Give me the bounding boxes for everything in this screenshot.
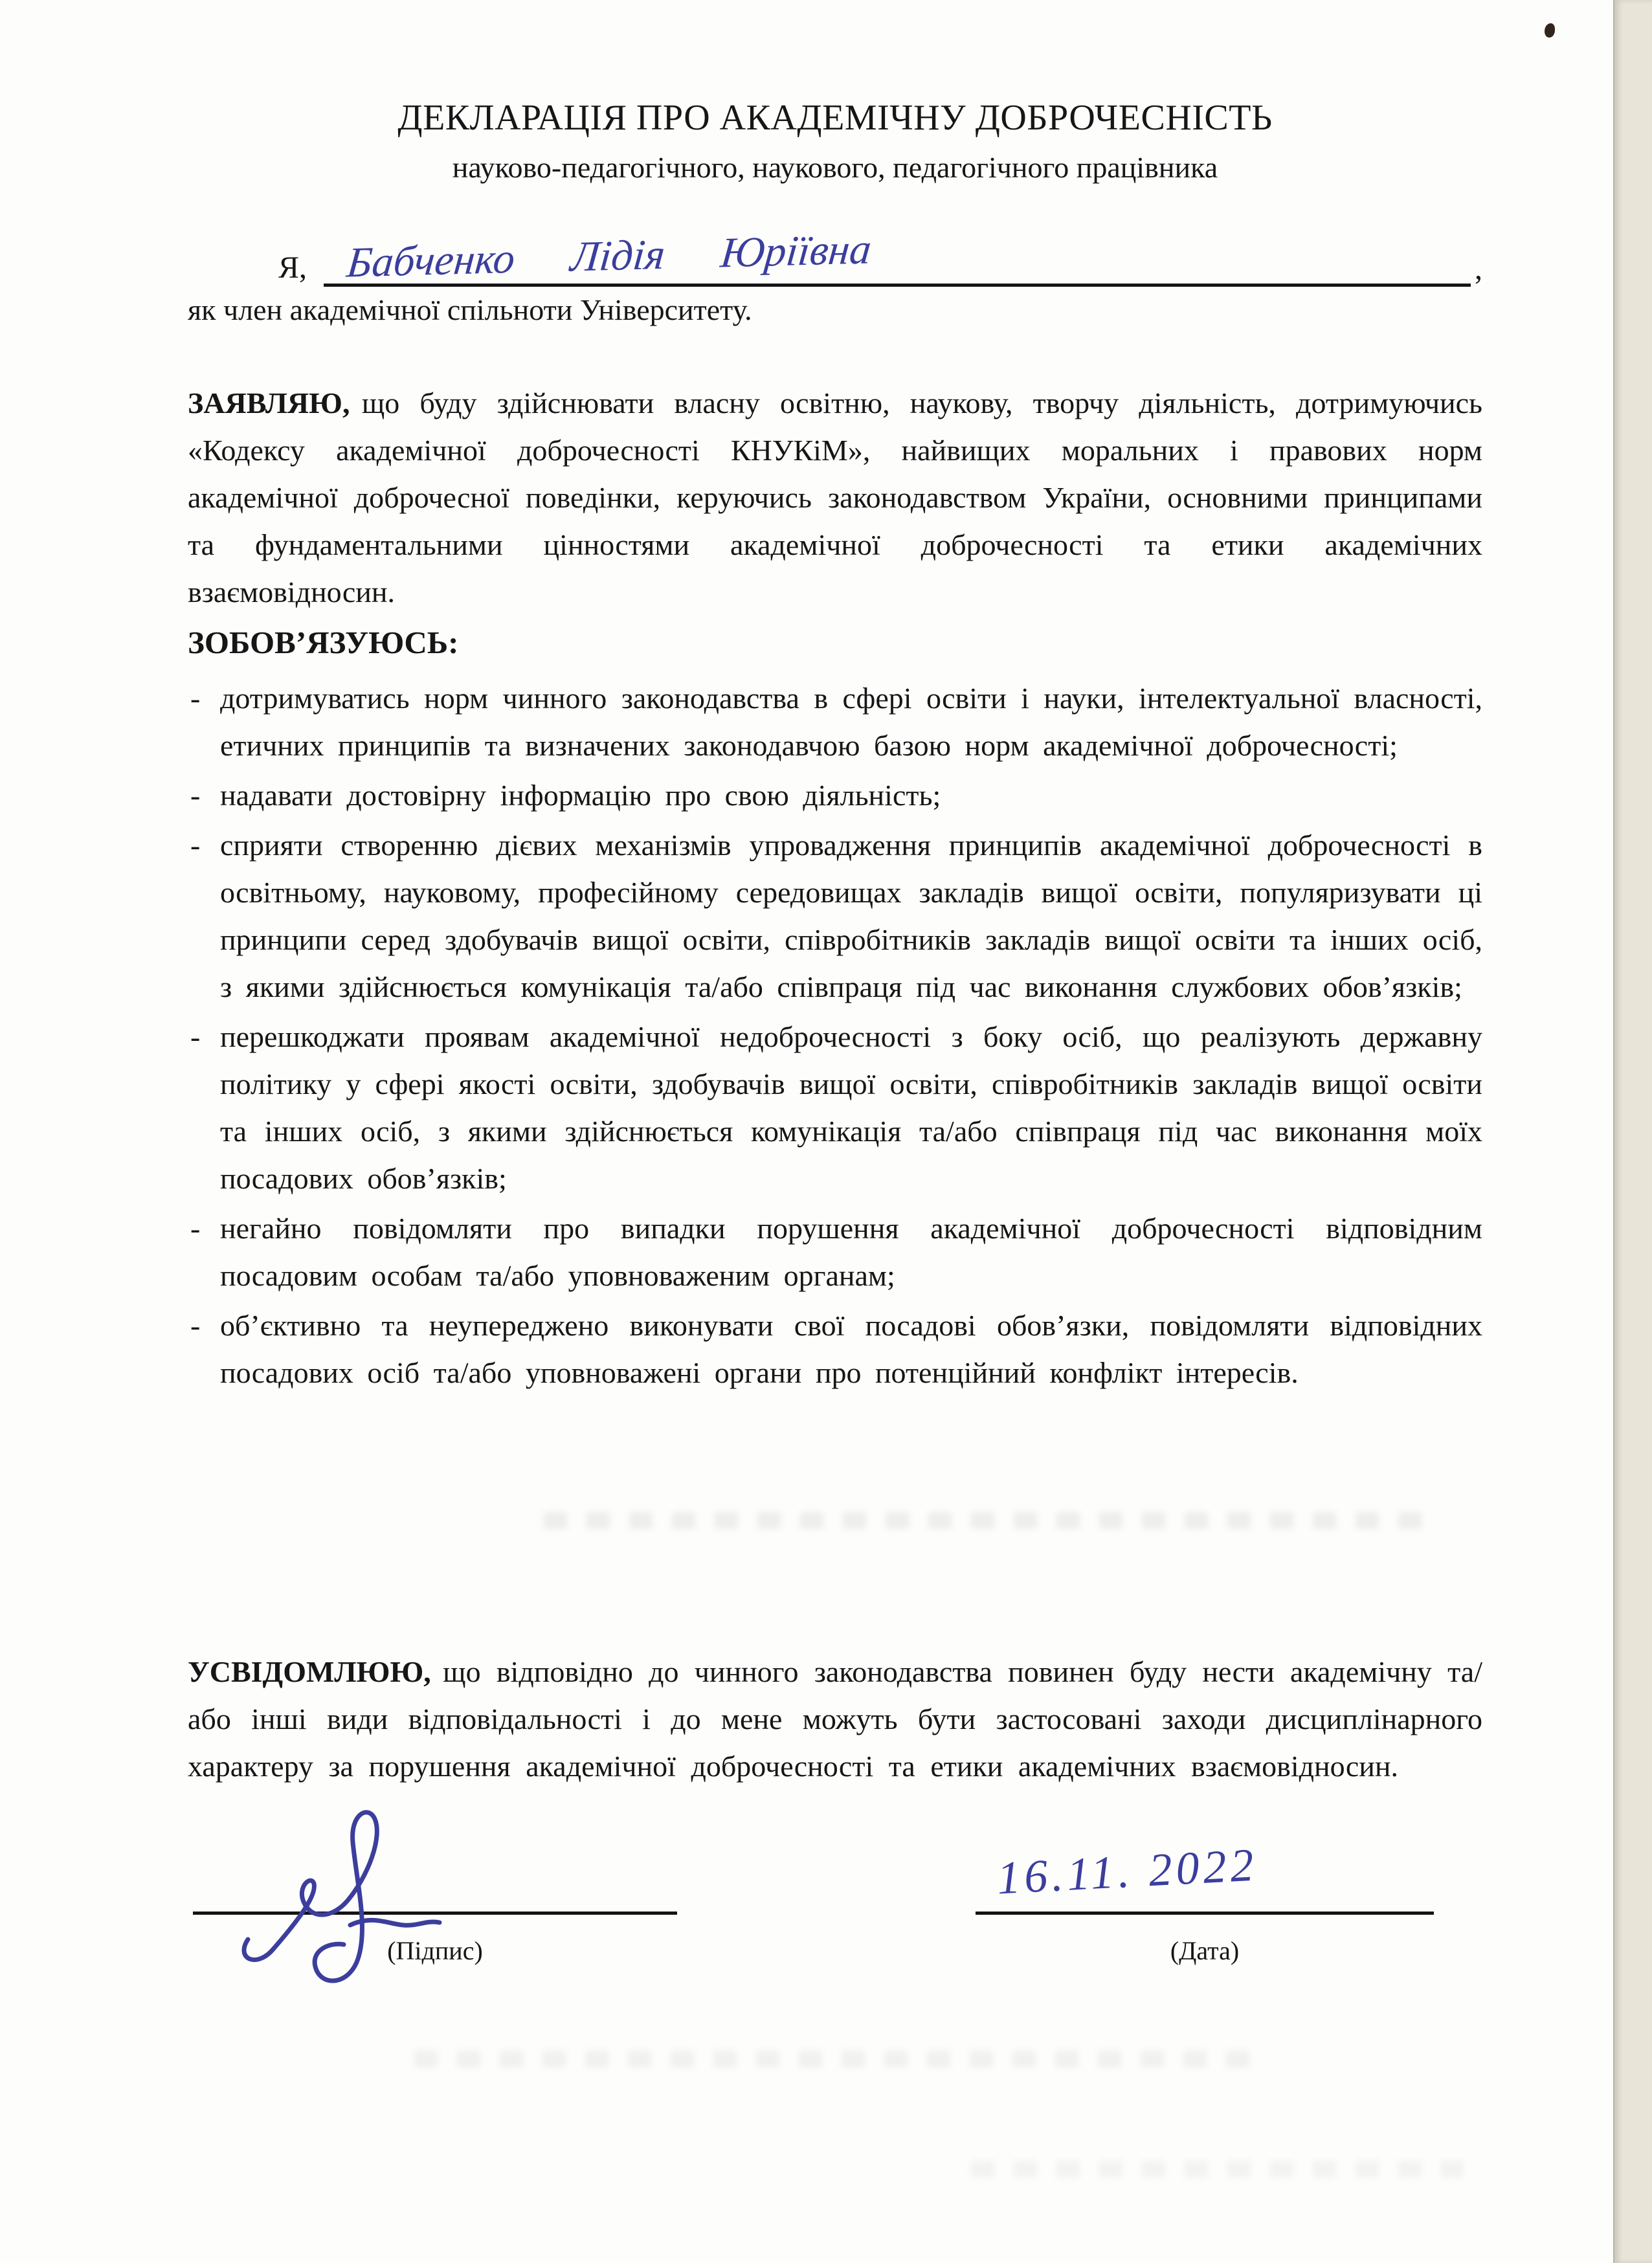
acknowledgement-keyword: УСВІДОМЛЮЮ,: [188, 1655, 431, 1688]
list-dash-marker: -: [190, 1020, 201, 1053]
acknowledgement-text: що відповідно до чинного законодавства повинен буду нести академічну та/або інші види відповідальності і до мене можуть бути застосовані заходи дисциплінарного характеру за порушення академічної доброчесності та етики академічних взаємовідносин.: [188, 1655, 1482, 1783]
handwritten-name: Бабченко Лідія Юріївна: [344, 225, 874, 287]
obligation-item: [188, 674, 1482, 769]
list-dash-marker: -: [190, 829, 201, 862]
obligations-heading: ЗОБОВ’ЯЗУЮСЬ:: [188, 625, 459, 660]
obligation-item: [188, 1205, 1482, 1299]
date-caption: (Дата): [1170, 1936, 1240, 1965]
scan-artifact: [544, 1512, 1437, 1529]
handwritten-date: 16.11. 2022: [996, 1838, 1259, 1904]
acknowledgement-paragraph: [188, 1648, 1482, 1790]
obligation-item: [188, 821, 1482, 1010]
obligation-text: сприяти створенню дієвих механізмів упровадження принципів академічної доброчесності в освітньому, науковому, професійному середовищах закладів вищої освіти, популяризувати ці принципи серед здобувачів вищої освіти, співробітників закладів вищої освіти та інших осіб, з якими здійснюється комунікація та/або співпраця під час виконання службових обов’язків;: [220, 829, 1482, 1003]
pronoun-label: Я,: [278, 251, 307, 285]
statement-text: що буду здійснювати власну освітню, наукову, творчу діяльність, дотримуючись «Кодексу академічної доброчесності КНУКіМ», найвищих моральних і правових норм академічної доброчесної поведінки, керуючись законодавством України, основними принципами та фундаментальними цінностями академічної доброчесності та етики академічних взаємовідносин.: [188, 386, 1482, 608]
scan-artifact: [971, 2161, 1463, 2178]
page-title: ДЕКЛАРАЦІЯ ПРО АКАДЕМІЧНУ ДОБРОЧЕСНІСТЬ: [397, 98, 1273, 138]
declarant-line: [188, 225, 1482, 287]
scan-artifact: [414, 2051, 1256, 2068]
page-edge: [1613, 0, 1652, 2263]
obligations-list: [188, 674, 1482, 1399]
list-dash-marker: -: [190, 779, 201, 812]
obligation-text: дотримуватись норм чинного законодавства в сфері освіти і науки, інтелектуальної власності, етичних принципів та визначених законодавчою базою норм академічної доброчесності;: [220, 682, 1482, 762]
trailing-comma: ,: [1475, 252, 1482, 286]
obligation-item: [188, 772, 1482, 819]
obligation-text: негайно повідомляти про випадки порушення академічної доброчесності відповідним посадовим особам та/або уповноваженим органам;: [220, 1212, 1482, 1292]
membership-line: як член академічної спільноти Університету.: [188, 293, 752, 326]
signature-caption: (Підпис): [387, 1936, 483, 1965]
ink-speck: [1545, 23, 1555, 38]
list-dash-marker: -: [190, 1212, 201, 1245]
page-subtitle: науково-педагогічного, наукового, педагогічного працівника: [452, 151, 1218, 184]
name-write-in-line: [324, 225, 1471, 287]
obligation-text: об’єктивно та неупереджено виконувати свої посадові обов’язки, повідомляти відповідних посадових осіб та/або уповноважені органи про потенційний конфлікт інтересів.: [220, 1309, 1482, 1389]
obligation-text: перешкоджати проявам академічної недоброчесності з боку осіб, що реалізують державну політику у сфері якості освіти, здобувачів вищої освіти, співробітників закладів вищої освіти та інших осіб, з якими здійснюється комунікація та/або співпраця під час виконання моїх посадових обов’язків;: [220, 1020, 1482, 1195]
obligation-item: [188, 1013, 1482, 1202]
obligation-item: [188, 1302, 1482, 1396]
statement-paragraph: [188, 379, 1482, 616]
date-line: [976, 1912, 1434, 1915]
list-dash-marker: -: [190, 682, 201, 715]
statement-keyword: ЗАЯВЛЯЮ,: [188, 386, 350, 419]
obligation-text: надавати достовірну інформацію про свою діяльність;: [220, 779, 941, 812]
list-dash-marker: -: [190, 1309, 201, 1342]
